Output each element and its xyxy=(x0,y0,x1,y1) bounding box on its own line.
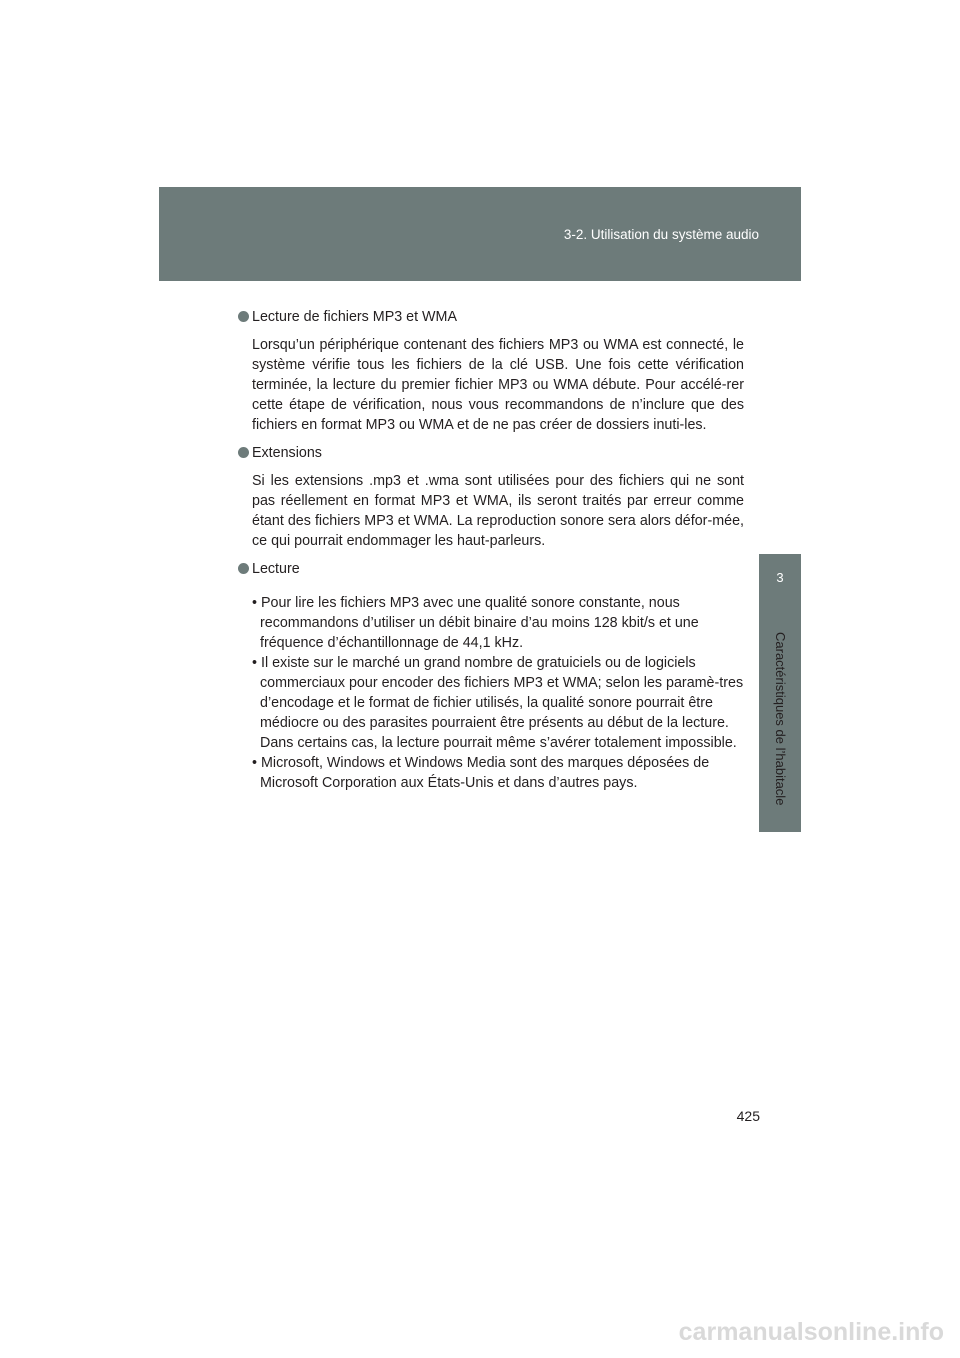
item-extensions xyxy=(238,443,744,551)
chapter-number: 3 xyxy=(776,570,784,585)
item-title: Lecture xyxy=(252,561,300,577)
item-head xyxy=(238,559,744,579)
page-content xyxy=(238,307,744,808)
item-mp3-wma-playback xyxy=(238,307,744,435)
item-head xyxy=(238,307,744,327)
item-head xyxy=(238,443,744,463)
chapter-label-wrap xyxy=(759,632,801,832)
sub-item: • Pour lire les fichiers MP3 avec une qualité sonore constante, nous recommandons d’utiliser un débit binaire d’au moins 128 kbit/s et une fréquence d’échantillonnage de 44,1 kHz. xyxy=(252,595,699,652)
item-title: Lecture de fichiers MP3 et WMA xyxy=(252,309,457,325)
item-body: Lorsqu’un périphérique contenant des fichiers MP3 ou WMA est connecté, le système vérifie tous les fichiers de la clé USB. Une fois cette vérification terminée, la lecture du premier fichier MP3 ou WMA débute. Pour accélé-rer cette étape de vérification, nous vous recommandons de n’inclure que des fichiers en format MP3 ou WMA et de ne pas créer de dossiers inuti-les. xyxy=(252,337,744,433)
item-playback xyxy=(238,559,744,793)
chapter-label: Caractéristiques de l’habitacle xyxy=(773,632,788,806)
page-number: 425 xyxy=(736,1108,760,1124)
section-title: 3-2. Utilisation du système audio xyxy=(563,227,759,242)
item-body: Si les extensions .mp3 et .wma sont utilisées pour des fichiers qui ne sont pas réellement en format MP3 et WMA, ils seront traités par erreur comme étant des fichiers MP3 et WMA. La reproduction sonore sera alors défor-mée, ce qui pourrait endommager les haut-parleurs. xyxy=(252,473,744,549)
bullet-dot-icon xyxy=(238,563,249,574)
sub-item: • Il existe sur le marché un grand nombre de gratuiciels ou de logiciels commerciaux pour encoder des fichiers MP3 et WMA; selon les paramè-tres d’encodage et le format de fichier utilisés, la qualité sonore pourrait être médiocre ou des parasites pourraient être présents au début de la lecture. Dans certains cas, la lecture pourrait même s’avérer totalement impossible. xyxy=(252,655,744,752)
sub-item: • Microsoft, Windows et Windows Media sont des marques déposées de Microsoft Corporation aux États-Unis et dans d’autres pays. xyxy=(252,755,710,792)
sub-list xyxy=(252,593,744,793)
footer-watermark: carmanualsonline.info xyxy=(678,1318,944,1346)
item-title: Extensions xyxy=(252,445,322,461)
bullet-dot-icon xyxy=(238,311,249,322)
bullet-dot-icon xyxy=(238,447,249,458)
header-band xyxy=(159,187,801,281)
